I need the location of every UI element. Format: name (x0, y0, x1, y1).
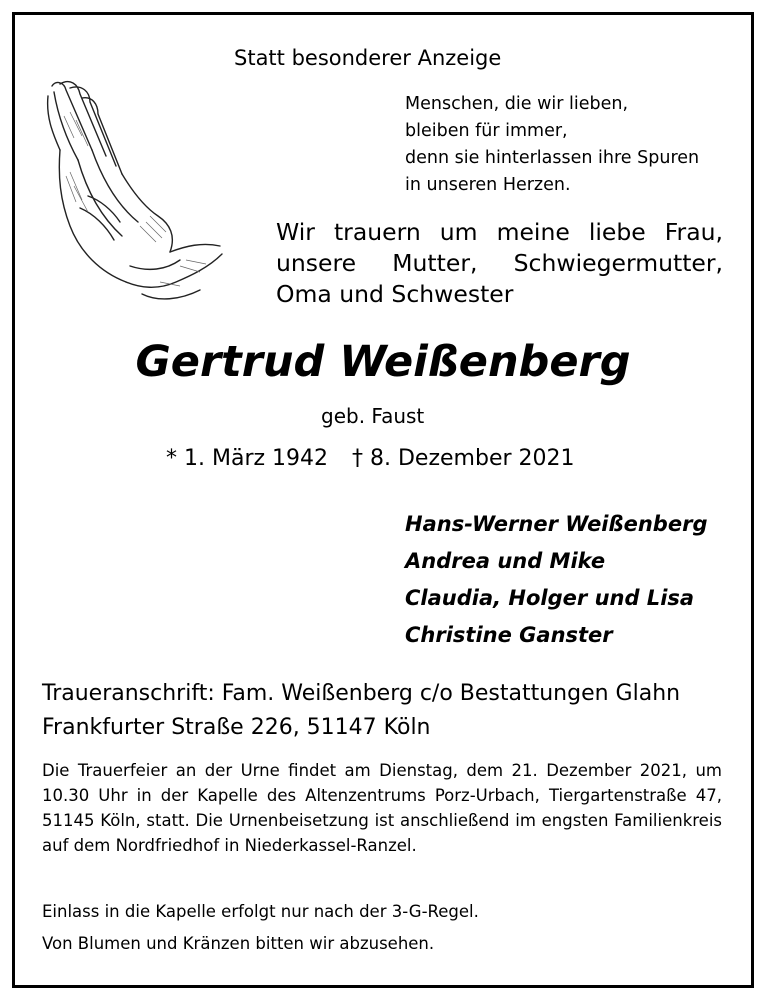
mourning-address (42, 677, 680, 745)
family-signatures (405, 506, 707, 654)
mourning-text (276, 217, 723, 310)
ceremony-details: Die Trauerfeier an der Urne findet am Dienstag, dem 21. Dezember 2021, um 10.30 Uhr in der Kapelle des Altenzentrums Porz-Urbach, Tiergartenstraße 47, 51145 Köln, statt. Die Urnenbeisetzung ist anschließend im engsten Familienkreis auf dem Nordfriedhof in Niederkassel-Ranzel. (42, 761, 722, 855)
praying-hands-icon (30, 76, 230, 306)
birth-name: geb. Faust (321, 404, 425, 428)
address-line: Traueranschrift: Fam. Weißenberg c/o Bestattungen Glahn (42, 681, 681, 706)
mourning-line: Wir trauern um meine liebe Frau, (276, 218, 723, 246)
quote-line: Menschen, die wir lieben, (405, 94, 629, 114)
quote-line: denn sie hinterlassen ihre Spuren (405, 148, 700, 168)
notice-header: Statt besonderer Anzeige (234, 46, 502, 70)
quote-line: bleiben für immer, (405, 121, 568, 141)
quote-line: in unseren Herzen. (405, 175, 571, 195)
mourning-line: Oma und Schwester (276, 280, 514, 308)
family-member: Hans-Werner Weißenberg (405, 512, 708, 536)
death-date: † 8. Dezember 2021 (352, 446, 575, 471)
entry-note: Einlass in die Kapelle erfolgt nur nach der 3-G-Regel. (42, 902, 479, 921)
family-member: Andrea und Mike (405, 549, 606, 573)
birth-date: * 1. März 1942 (166, 446, 329, 471)
flowers-note: Von Blumen und Kränzen bitten wir abzusehen. (42, 934, 435, 953)
mourning-line: unsere Mutter, Schwiegermutter, (276, 249, 723, 277)
address-line: Frankfurter Straße 226, 51147 Köln (42, 715, 431, 740)
deceased-name: Gertrud Weißenberg (135, 337, 631, 387)
memorial-quote (405, 91, 699, 199)
family-member: Christine Ganster (405, 623, 613, 647)
family-member: Claudia, Holger und Lisa (405, 586, 695, 610)
life-dates (166, 446, 575, 471)
